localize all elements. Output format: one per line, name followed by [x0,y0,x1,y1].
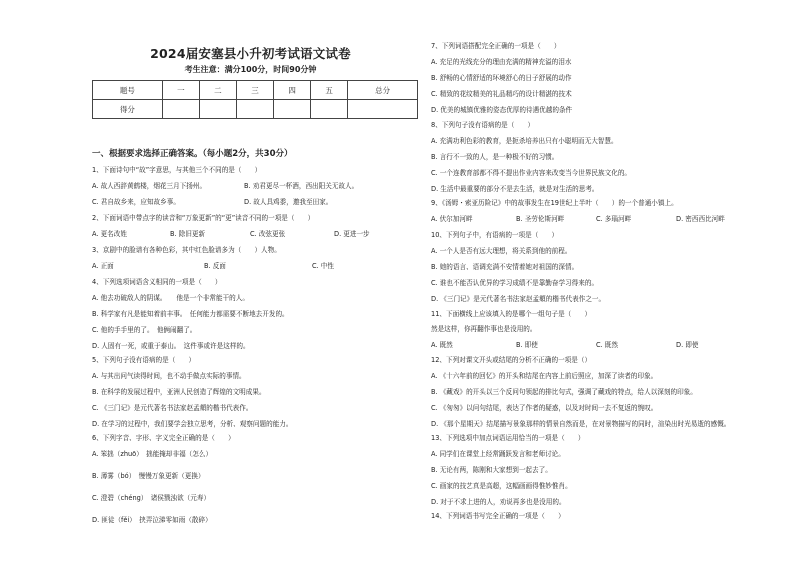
option-b: B. 她的语言、语调充满不安情着她对祖国的深情。 [431,263,579,271]
option-b: B. 反面 [204,262,226,270]
question-stem: 13、下列选项中加点词语运用恰当的一项是（ ） [431,434,585,442]
option-d: D. 即使 [676,341,699,349]
option-c: C. 多瑙河畔 [596,215,632,223]
table-row [93,81,418,100]
question-stem: 11、下面横线上应该填入的是哪个一组句子是（ ） [431,310,592,318]
option-d: D. 匪徒（fěi） 挟弄泣涕零如雨（散碎） [92,516,212,524]
option-b: B. 舒畅的心情舒适的环境舒心的日子舒展的动作 [431,74,572,82]
page-title: 2024届安塞县小升初考试语文试卷 [150,46,351,61]
option-b: B. 圣劳伦斯河畔 [516,215,565,223]
question-stem: 10、下列句子中，有语病的一项是（ ） [431,231,559,239]
option-a: A. 《十六年前的回忆》的开头和结尾在内容上前后照应，加深了读者的印象。 [431,372,658,380]
option-d: D. 故人具鸡黍，邀我至田家。 [244,198,333,206]
question-stem: 1、下面诗句中“故”字意思，与其他三个不同的是（ ） [92,166,262,174]
score-input-cell[interactable] [162,100,199,119]
table-cell: 一 [162,81,199,100]
option-c: C. 《三门记》是元代著名书法家赵孟頫的楷书代表作。 [92,404,253,412]
exam-notice: 考生注意：满分100分，时间90分钟 [184,65,317,74]
option-c: C. 改弦更张 [250,230,286,238]
option-a: A. 一个人是否有远大理想，将关系到他的前程。 [431,247,572,255]
score-input-cell[interactable] [236,100,273,119]
option-a: A. 笨拙（zhuō） 拙能掩却非福（怎么） [92,450,213,458]
option-c: C. 《匆匆》以问句结尾，表达了作者的疑惑，以及对时间一去不复返的惋叹。 [431,404,658,412]
option-d: D. 在学习的过程中，我们要学会独立思考，分析、观察问题的能力。 [92,420,293,428]
table-cell: 二 [199,81,236,100]
score-input-cell[interactable] [311,100,348,119]
option-a: A. 伏尔加河畔 [431,215,473,223]
option-a: A. 他去功破敌人的阴谋。 他是一个非常能干的人。 [92,294,249,302]
table-row [93,100,418,119]
table-cell: 总分 [348,81,418,100]
option-b: B. 《藏戏》的开头以三个反问句领起的排比句式，强调了藏戏的特点，给人以深刻的印象。 [431,388,697,396]
option-d: D. 《三门记》是元代著名书法家赵孟頫的楷书代表作之一。 [431,295,606,303]
option-a: A. 充满功利色彩的教育，是扼杀培养出只有小聪明而无大智慧。 [431,137,618,145]
option-b: B. 科学家有凡是能知着前丰事。 任何能力都需要不断地去开发的。 [92,310,289,318]
option-d: D. 《那个星期天》结尾描写景象那样的情景自然而是，在对景物描写的同时，渲染出时光易逝的感慨。 [431,420,731,428]
option-d: D. 对于不求上进的人，劝说再多也是没用的。 [431,498,566,506]
option-d: D. 密西西比河畔 [676,215,725,223]
question-stem: 2、下面词语中带点字的读音和“万象更新”的“更”读音不同的一项是（ ） [92,214,315,222]
option-a: A. 充足的光线充分的理由充满的精神充溢的泪水 [431,58,572,66]
option-b: B. 在科学的发展过程中，亚洲人民创造了辉煌的文明成果。 [92,388,266,396]
option-b: B. 薄雾（bó） 慢慢万象更新（更换） [92,472,205,480]
option-c: C. 澄碧（chéng） 诸侯戮浊欲（元寿） [92,494,211,502]
score-input-cell[interactable] [348,100,418,119]
table-cell: 五 [311,81,348,100]
option-c: C. 精致的花纹精美的礼品精巧的设计精湛的技术 [431,90,572,98]
option-c: C. 中性 [312,262,334,270]
question-stem: 8、下列句子没有语病的是（ ） [431,121,535,129]
option-b: B. 劝君更尽一杯酒，西出阳关无故人。 [244,182,359,190]
option-b: B. 无论有两，陈刚和大家想到一起去了。 [431,466,552,474]
question-sentence: 然是这样，你再翻作事也是没用的。 [431,325,537,333]
question-stem: 4、下列选项词语含义相同的一项是（ ） [92,278,222,286]
option-c: C. 他的手手里的了。 他俩闹翻了。 [92,326,197,334]
option-d: D. 优美的城镇优雅的姿态优厚的待遇优越的条件 [431,106,573,114]
option-c: C. 画家的技艺真是高超，这幅画画得惟妙惟肖。 [431,482,572,490]
option-a: A. 同学们在课堂上经常踊跃发言和老师讨论。 [431,450,565,458]
question-stem: 12、下列对课文开头或结尾的分析不正确的一项是（） [431,356,592,364]
option-d: D. 生活中最重要的部分不是去生活，就是对生活的思考。 [431,185,599,193]
option-c: C. 一个连教育部都不得不提出作业内容来改变当今世界民族文化的。 [431,169,632,177]
option-c: C. 既然 [596,341,618,349]
score-input-cell[interactable] [274,100,311,119]
table-cell: 三 [236,81,273,100]
option-a: A. 正面 [92,262,114,270]
option-c: C. 君自故乡来，应知故乡事。 [92,198,180,206]
score-input-cell[interactable] [199,100,236,119]
option-d: D. 更进一步 [334,230,370,238]
option-c: C. 谁也不能否认优异的学习成绩不是靠勤奋学习得来的。 [431,279,599,287]
option-a: A. 故人西辞黄鹤楼，烟花三月下扬州。 [92,182,207,190]
table-cell: 题号 [93,81,163,100]
question-stem: 5、下列句子没有语病的是（ ） [92,356,196,364]
question-stem: 7、下列词语搭配完全正确的一项是（ ） [431,42,561,50]
question-stem: 14、下列词语书写完全正确的一项是（ ） [431,512,565,520]
question-stem: 6、下列字音、字形、字义完全正确的是（ ） [92,434,235,442]
option-b: B. 即使 [516,341,538,349]
table-cell: 四 [274,81,311,100]
section-heading: 一、根据要求选择正确答案。（每小题2分，共30分） [92,149,293,159]
option-a: A. 既然 [431,341,453,349]
question-stem: 3、京剧中的脸谱有各种色彩，其中红色脸谱多为（ ）人物。 [92,246,281,254]
question-stem: 9、《汤姆・索亚历险记》中的故事发生在19世纪上半叶（ ）的一个普通小镇上。 [431,199,678,207]
option-b: B. 言行不一致的人，是一种极不好的习惯。 [431,153,559,161]
table-cell: 得分 [93,100,163,119]
option-d: D. 人固有一死，或重于泰山。 这件事或许是这样的。 [92,342,250,350]
option-a: A. 与其出问气读得时间，也不动手做点实际的事情。 [92,372,246,380]
option-a: A. 更名改姓 [92,230,127,238]
score-table [92,80,418,119]
option-b: B. 除旧更新 [170,230,206,238]
